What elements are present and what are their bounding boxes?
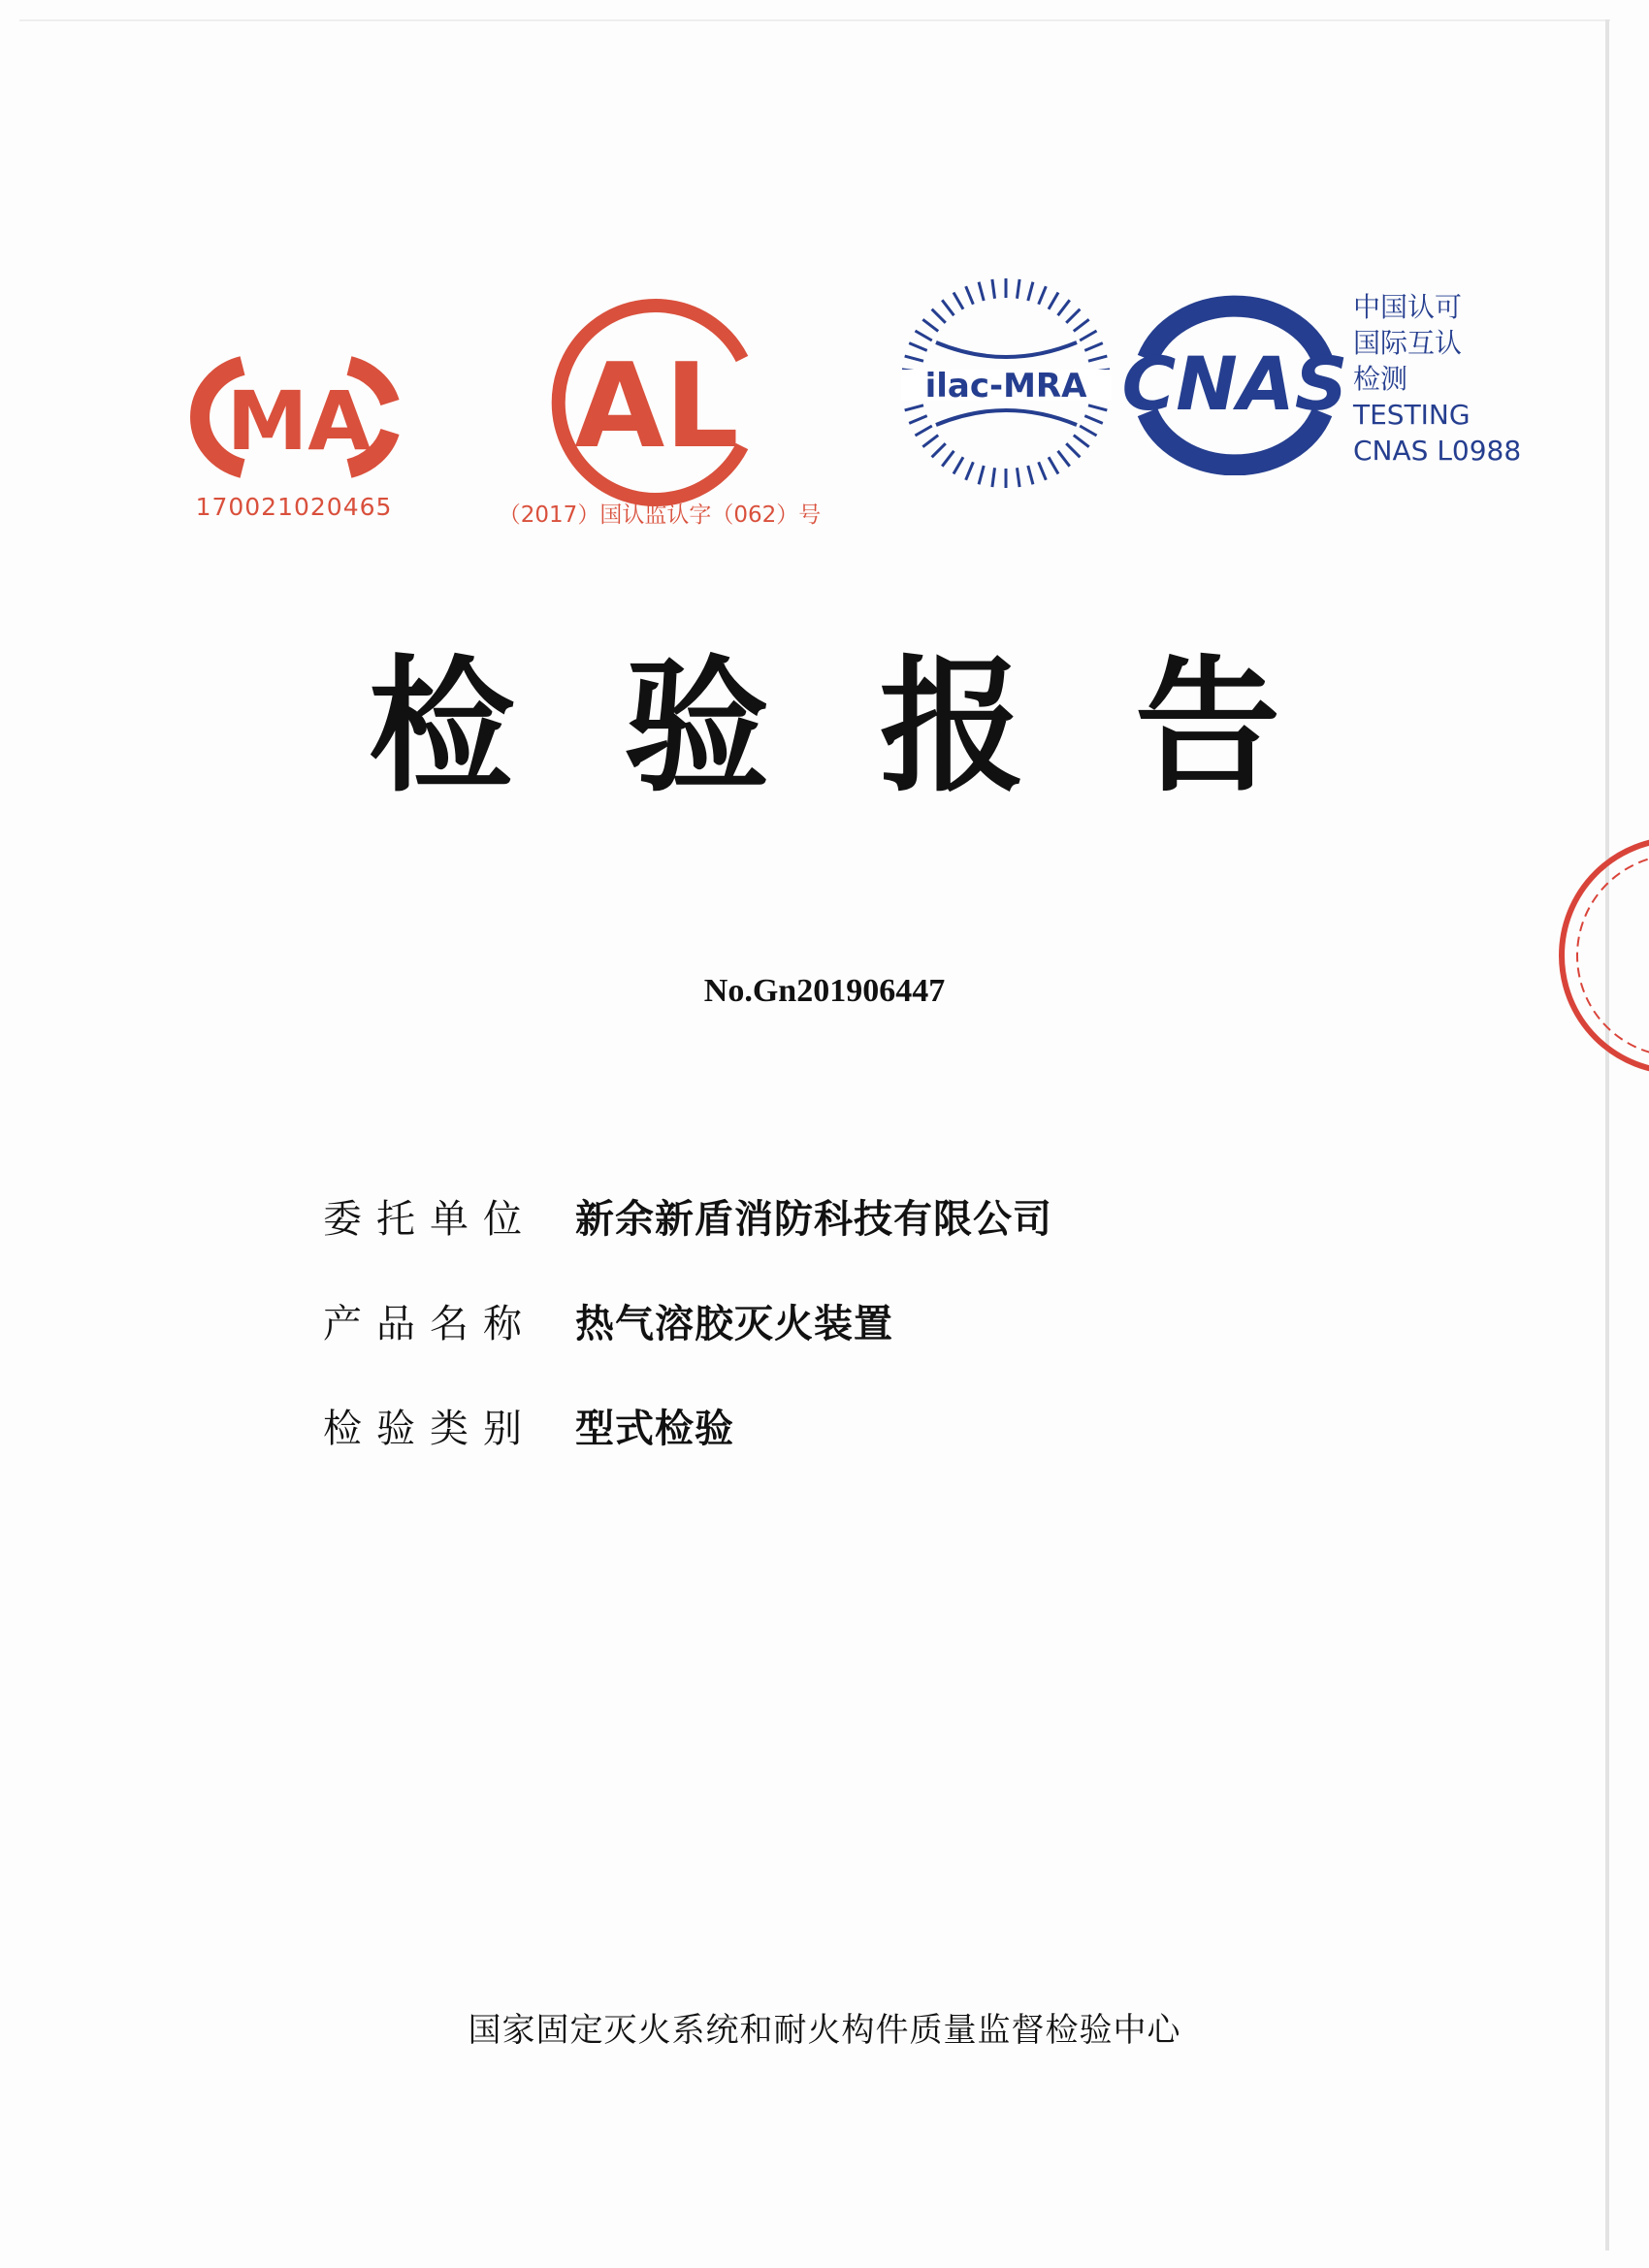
cma-certificate-number: 170021020465	[195, 493, 393, 521]
cal-approval-number: （2017）国认监认字（062）号	[498, 502, 822, 528]
title-char-1: 检	[369, 643, 515, 812]
cnas-line-cn-accredit: 中国认可	[1353, 291, 1463, 323]
issuing-organization: 国家固定灭火系统和耐火构件质量监督检验中心	[468, 2011, 1181, 2050]
info-row-product	[323, 1293, 1293, 1398]
info-label-product: 产品名称	[323, 1302, 536, 1346]
cma-logo-icon	[175, 344, 417, 490]
info-row-inspection-type	[323, 1398, 1293, 1503]
info-row-client	[323, 1188, 1293, 1293]
info-value-product: 热气溶胶灭火装置	[575, 1302, 893, 1346]
info-value-inspection-type: 型式检验	[575, 1407, 734, 1451]
info-label-client: 委托单位	[323, 1197, 536, 1242]
svg-text:ilac-MRA: ilac-MRA	[924, 367, 1087, 405]
report-info	[323, 1188, 1293, 1503]
cnas-line-number: CNAS L0988	[1353, 435, 1522, 467]
svg-text:AL: AL	[574, 340, 739, 474]
cnas-logo-icon	[1114, 291, 1356, 475]
report-number: No.Gn201906447	[703, 973, 946, 1009]
cnas-line-intl-mutual: 国际互认	[1353, 327, 1463, 359]
report-title	[369, 645, 1280, 810]
scan-edge-right	[1605, 19, 1609, 2251]
cnas-accreditation-text	[1353, 289, 1586, 469]
info-value-client: 新余新盾消防科技有限公司	[575, 1197, 1052, 1242]
info-label-inspection-type: 检验类别	[323, 1407, 536, 1451]
svg-text:CNAS: CNAS	[1121, 340, 1348, 427]
title-char-2: 验	[624, 643, 770, 812]
ilac-mra-logo-icon	[897, 275, 1116, 493]
cnas-line-testing-en: TESTING	[1353, 399, 1471, 431]
cnas-line-testing-cn: 检测	[1353, 363, 1408, 395]
svg-text:MA: MA	[226, 373, 372, 469]
scan-edge-top	[19, 19, 1610, 21]
official-seal-icon	[1552, 825, 1649, 1086]
title-char-4: 告	[1134, 643, 1280, 812]
title-char-3: 报	[879, 643, 1025, 812]
cal-logo-icon	[548, 291, 771, 514]
